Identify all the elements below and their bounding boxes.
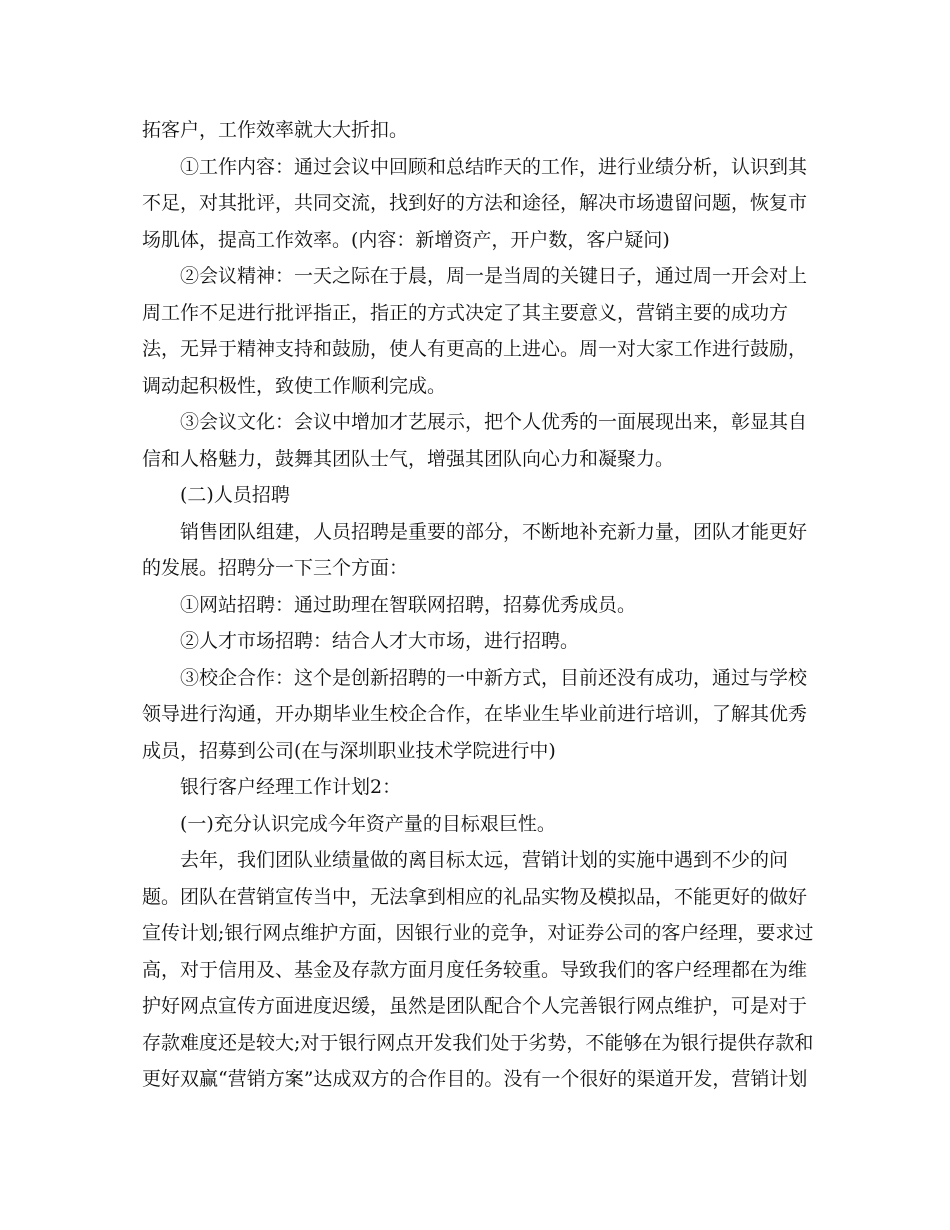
text-line: 不足，对其批评，共同交流，找到好的方法和途径，解决市场遗留问题，恢复市 (142, 192, 808, 214)
text-line: 成员，招募到公司(在与深圳职业技术学院进行中) (142, 739, 556, 762)
text-line: 更好双赢“营销方案”达成双方的合作目的。没有一个很好的渠道开发，营销计划 (142, 1068, 808, 1090)
text-line: 题。团队在营销宣传当中，无法拿到相应的礼品实物及模拟品，不能更好的做好 (142, 885, 808, 908)
section-heading: 银行客户经理工作计划2： (180, 776, 402, 798)
text-line: 的发展。招聘分一下三个方面： (142, 557, 409, 579)
text-line: 场肌体，提高工作效率。(内容：新增资产，开户数，客户疑问) (142, 228, 670, 251)
text-line: 信和人格魅力，鼓舞其团队士气，增强其团队向心力和凝聚力。 (142, 447, 675, 470)
text-line: 宣传计划;银行网点维护方面，因银行业的竞争，对证券公司的客户经理，要求过 (142, 922, 814, 944)
text-line: 去年，我们团队业绩量做的离目标太远，营销计划的实施中遇到不少的问 (180, 849, 789, 871)
text-line: ①网站招聘：通过助理在智联网招聘，招募优秀成员。 (180, 593, 637, 616)
text-line: 周工作不足进行批评指正，指正的方式决定了其主要意义，营销主要的成功方 (142, 301, 789, 324)
text-line: 销售团队组建，人员招聘是重要的部分，不断地补充新力量，团队才能更好 (180, 520, 808, 543)
text-line: 调动起积极性，致使工作顺利完成。 (142, 374, 447, 397)
text-line: 存款难度还是较大;对于银行网点开发我们处于劣势，不能够在为银行提供存款和 (142, 1031, 814, 1054)
text-line: ②会议精神：一天之际在于晨，周一是当周的关键日子，通过周一开会对上 (180, 265, 808, 287)
document-body (142, 112, 812, 1098)
text-line: 拓客户，工作效率就大大折扣。 (142, 119, 409, 141)
text-line: ③会议文化：会议中增加才艺展示，把个人优秀的一面展现出来，彰显其自 (180, 411, 808, 433)
text-line: ②人才市场招聘：结合人才大市场，进行招聘。 (180, 630, 580, 652)
text-line: 护好网点宣传方面进度迟缓，虽然是团队配合个人完善银行网点维护，可是对于 (142, 995, 808, 1017)
section-heading: (一)充分认识完成今年资产量的目标艰巨性。 (180, 812, 556, 835)
text-line: ①工作内容：通过会议中回顾和总结昨天的工作，进行业绩分析，认识到其 (180, 155, 808, 178)
text-line: 高，对于信用及、基金及存款方面月度任务较重。导致我们的客户经理都在为维 (142, 958, 808, 981)
section-heading: (二)人员招聘 (180, 484, 290, 506)
text-line: 法，无异于精神支持和鼓励，使人有更高的上进心。周一对大家工作进行鼓励， (142, 338, 808, 360)
text-line: 领导进行沟通，开办期毕业生校企合作，在毕业生毕业前进行培训，了解其优秀 (142, 703, 808, 725)
text-line: ③校企合作：这个是创新招聘的一中新方式，目前还没有成功，通过与学校 (180, 666, 808, 689)
